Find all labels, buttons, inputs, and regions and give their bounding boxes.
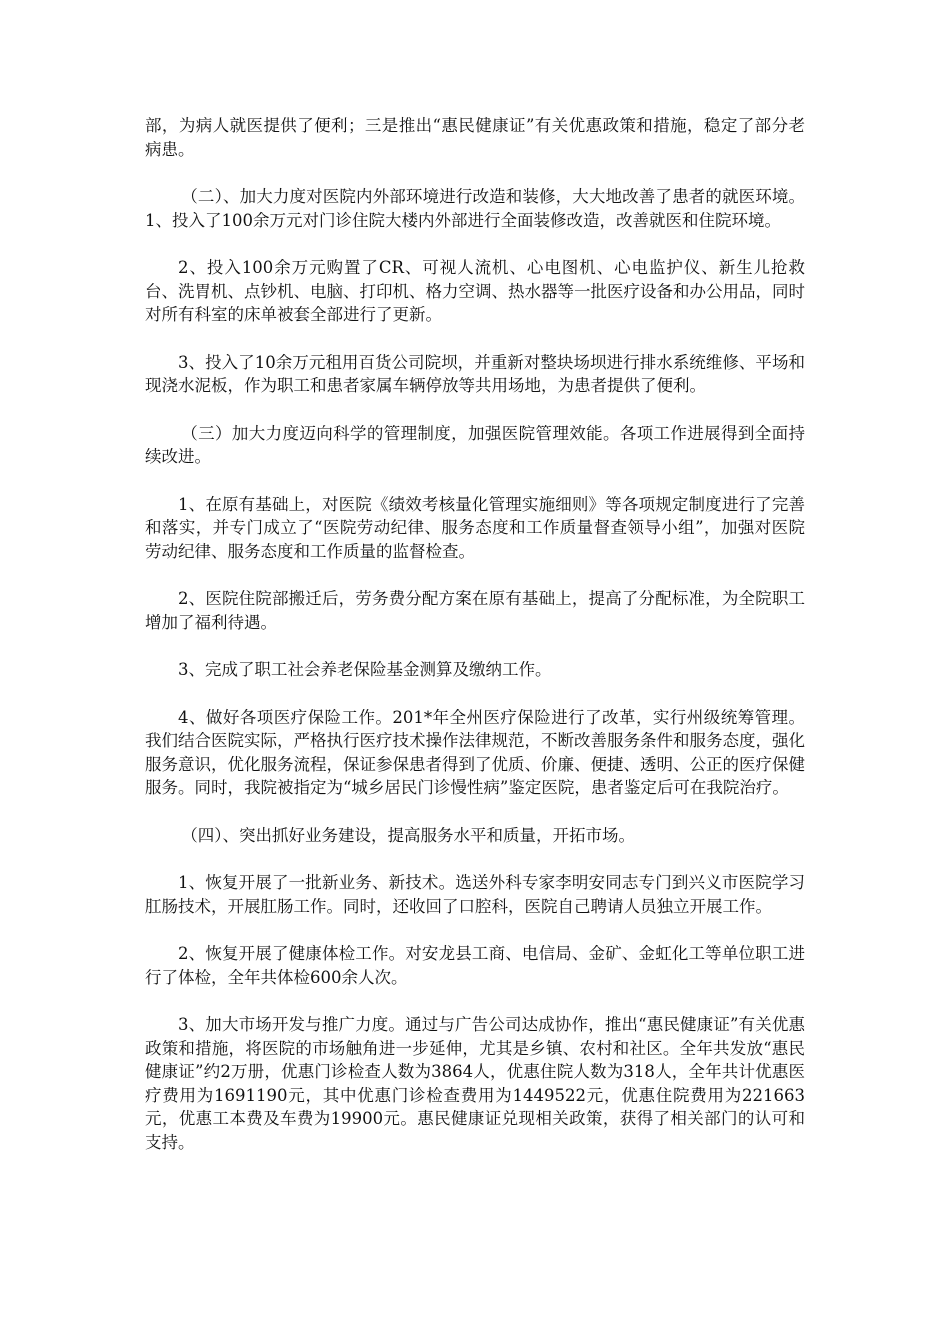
- section-heading-2: （二）、加大力度对医院内外部环境进行改造和装修，大大地改善了患者的就医环境。1、投入了100余万元对门诊住院大楼内外部进行全面装修改造，改善就医和住院环境。: [145, 187, 805, 230]
- paragraph-item: 3、加大市场开发与推广力度。通过与广告公司达成协作，推出“惠民健康证”有关优惠政策和措施，将医院的市场触角进一步延伸，尤其是乡镇、农村和社区。全年共发放“惠民健康证”约2万册，优惠门诊检查人数为3864人，优惠住院人数为318人，全年共计优惠医疗费用为1691190元，其中优惠门诊检查费用为1449522元，优惠住院费用为221663元，优惠工本费及车费为19900元。惠民健康证兑现相关政策，获得了相关部门的认可和支持。: [145, 1015, 805, 1152]
- paragraph-item: 2、投入100余万元购置了CR、可视人流机、心电图机、心电监护仪、新生儿抢救台、洗胃机、点钞机、电脑、打印机、格力空调、热水器等一批医疗设备和办公用品，同时对所有科室的床单被套全部进行了更新。: [145, 258, 805, 324]
- paragraph-item: 1、恢复开展了一批新业务、新技术。选送外科专家李明安同志专门到兴义市医院学习肛肠技术，开展肛肠工作。同时，还收回了口腔科，医院自己聘请人员独立开展工作。: [145, 873, 805, 916]
- document-body: [145, 114, 805, 1178]
- paragraph-item: 3、完成了职工社会养老保险基金测算及缴纳工作。: [178, 660, 552, 679]
- paragraph-item: 2、恢复开展了健康体检工作。对安龙县工商、电信局、金矿、金虹化工等单位职工进行了体检，全年共体检600余人次。: [145, 944, 805, 987]
- paragraph-item: 4、做好各项医疗保险工作。201*年全州医疗保险进行了改革，实行州级统筹管理。我们结合医院实际，严格执行医疗技术操作法律规范，不断改善服务条件和服务态度，强化服务意识，优化服务流程，保证参保患者得到了优质、价廉、便捷、透明、公正的医疗保健服务。同时，我院被指定为“城乡居民门诊慢性病”鉴定医院，患者鉴定后可在我院治疗。: [145, 707, 805, 797]
- paragraph-continuation: 部，为病人就医提供了便利；三是推出“惠民健康证”有关优惠政策和措施，稳定了部分老病患。: [145, 116, 805, 159]
- paragraph-item: 3、投入了10余万元租用百货公司院坝，并重新对整块场坝进行排水系统维修、平场和现浇水泥板，作为职工和患者家属车辆停放等共用场地，为患者提供了便利。: [145, 352, 805, 395]
- paragraph-item: 2、医院住院部搬迁后，劳务费分配方案在原有基础上，提高了分配标准，为全院职工增加了福利待遇。: [145, 589, 805, 632]
- section-heading-4: （四）、突出抓好业务建设，提高服务水平和质量，开拓市场。: [181, 825, 636, 845]
- section-heading-3: （三）加大力度迈向科学的管理制度，加强医院管理效能。各项工作进展得到全面持续改进。: [145, 423, 805, 466]
- paragraph-item: 1、在原有基础上，对医院《绩效考核量化管理实施细则》等各项规定制度进行了完善和落实，并专门成立了“医院劳动纪律、服务态度和工作质量督查领导小组”，加强对医院劳动纪律、服务态度和工作质量的监督检查。: [145, 494, 805, 561]
